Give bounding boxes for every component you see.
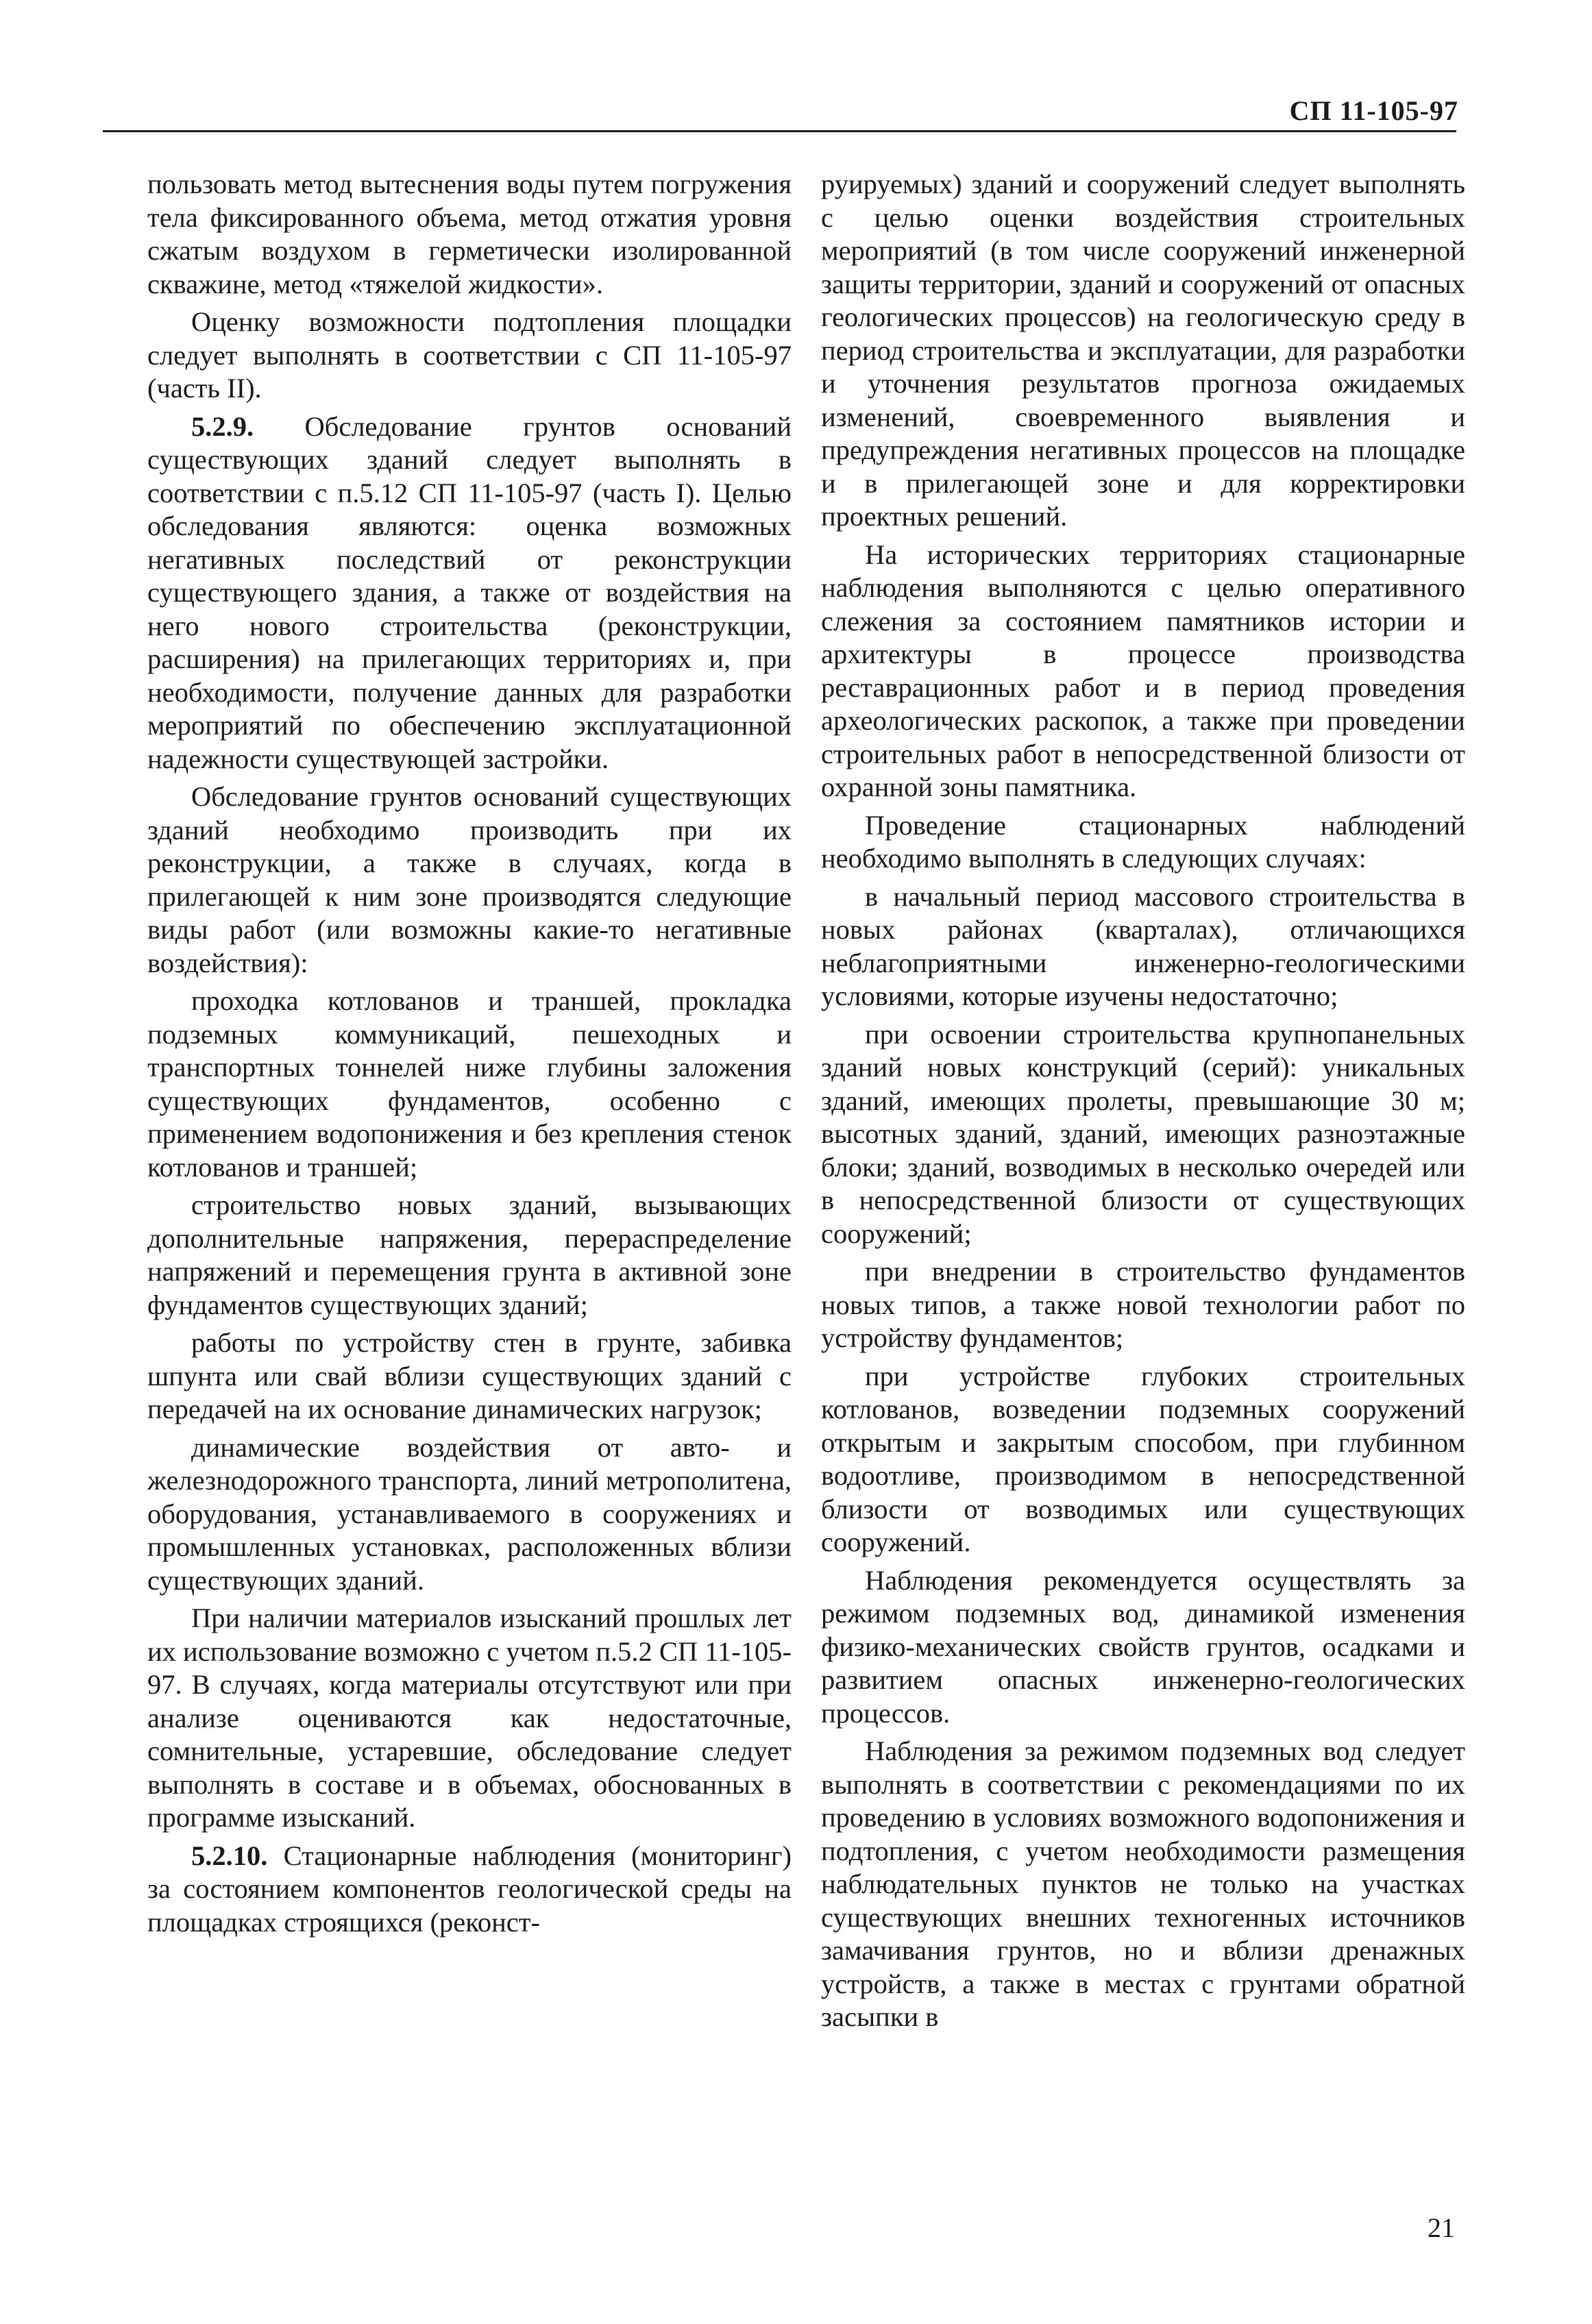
paragraph: На исторических территориях стационарные наблюдения выполняются с целью оперативного слежения за состоянием памятников истории и архитектуры в процессе производства реставрационных работ и в период проведения археологических раскопок, а также при проведении строительных работ в непосредственной близости от охранной зоны памятника. [821, 539, 1465, 802]
paragraph: Обследование грунтов оснований существующих зданий необходимо производить при их реконструкции, а также в случаях, когда в прилегающей к ним зоне производятся следующие виды работ (или возможны какие-то негативные воздействия): [147, 781, 792, 978]
paragraph: Оценку возможности подтопления площадки следует выполнять в соответствии с СП 11-105-97 (часть II). [147, 306, 792, 404]
paragraph: Проведение стационарных наблюдений необходимо выполнять в следующих случаях: [821, 809, 1465, 874]
list-item: в начальный период массового строительства в новых районах (кварталах), отличающихся неблагоприятными инженерно-геологическими условиями, которые изучены недостаточно; [821, 880, 1465, 1011]
section-5-2-10: 5.2.10. Стационарные наблюдения (мониторинг) за состоянием компонентов геологической среды на площадках строящихся (реконст- [147, 1840, 792, 1938]
list-item: при внедрении в строительство фундаментов новых типов, а также новой технологии работ по устройству фундаментов; [821, 1256, 1465, 1353]
paragraph: руируемых) зданий и сооружений следует выполнять с целью оценки воздействия строительных мероприятий (в том числе сооружений инженерной защиты территории, зданий и сооружений от опасных геологических процессов) на геологическую среду в период строительства и эксплуатации, для разработки и уточнения результатов прогноза ожидаемых изменений, своевременного выявления и предупреждения негативных процессов на площадке и в прилегающей зоне и для корректировки проектных решений. [821, 169, 1465, 532]
list-item: при устройстве глубоких строительных котлованов, возведении подземных сооружений открытым и закрытым способом, при глубинном водоотливе, производимом в непосредственной близости от возводимых или существующих сооружений. [821, 1360, 1465, 1557]
section-number: 5.2.9. [191, 410, 254, 442]
list-item: динамические воздействия от авто- и железнодорожного транспорта, линий метрополитена, оборудования, устанавливаемого в сооружениях и промышленных установках, расположенных вблизи существующих зданий. [147, 1431, 792, 1596]
document-code: СП 11-105-97 [1289, 95, 1458, 126]
list-item: строительство новых зданий, вызывающих дополнительные напряжения, перераспределение напряжений и перемещения грунта в активной зоне фундаментов существующих зданий; [147, 1189, 792, 1320]
right-column [821, 168, 1465, 2034]
paragraph: При наличии материалов изысканий прошлых лет их использование возможно с учетом п.5.2 СП 11-105-97. В случаях, когда материалы отсутствуют или при анализе оцениваются как недостаточные, сомнительные, устаревшие, обследование следует выполнять в составе и в объемах, обоснованных в программе изысканий. [147, 1603, 792, 1833]
paragraph: Наблюдения за режимом подземных вод следует выполнять в соответствии с рекомендациями по их проведению в условиях возможного водопонижения и подтопления, с учетом необходимости размещения наблюдательных пунктов не только на участках существующих внешних техногенных источников замачивания грунтов, но и вблизи дренажных устройств, а также в местах с грунтами обратной засыпки в [821, 1735, 1465, 2032]
section-5-2-9: 5.2.9. Обследование грунтов оснований существующих зданий следует выполнять в соответствии с п.5.12 СП 11-105-97 (часть I). Целью обследования являются: оценка возможных негативных последствий от реконструкции существующего здания, а также от воздействия на него нового строительства (реконструкции, расширения) на прилегающих территориях и, при необходимости, получение данных для разработки мероприятий по обеспечению эксплуатационной надежности существующей застройки. [147, 410, 792, 774]
section-number: 5.2.10. [191, 1840, 268, 1871]
list-item: проходка котлованов и траншей, прокладка подземных коммуникаций, пешеходных и транспортных тоннелей ниже глубины заложения существующих фундаментов, особенно с применением водопонижения и без крепления стенок котлованов и траншей; [147, 985, 792, 1183]
left-column [147, 168, 792, 1939]
paragraph: Наблюдения рекомендуется осуществлять за режимом подземных вод, динамикой изменения физико-механических свойств грунтов, осадками и развитием опасных инженерно-геологических процессов. [821, 1564, 1465, 1729]
paragraph: пользовать метод вытеснения воды путем погружения тела фиксированного объема, метод отжатия уровня сжатым воздухом в герметически изолированной скважине, метод «тяжелой жидкости». [147, 169, 792, 299]
list-item: работы по устройству стен в грунте, забивка шпунта или свай вблизи существующих зданий с передачей на их основание динамических нагрузок; [147, 1327, 792, 1424]
list-item: при освоении строительства крупнопанельных зданий новых конструкций (серий): уникальных зданий, имеющих пролеты, превышающие 30 м; высотных зданий, зданий, имеющих разноэтажные блоки; зданий, возводимых в несколько очередей или в непосредственной близости от существующих сооружений; [821, 1018, 1465, 1249]
page-number: 21 [1428, 2212, 1455, 2243]
header-rule [103, 130, 1456, 132]
